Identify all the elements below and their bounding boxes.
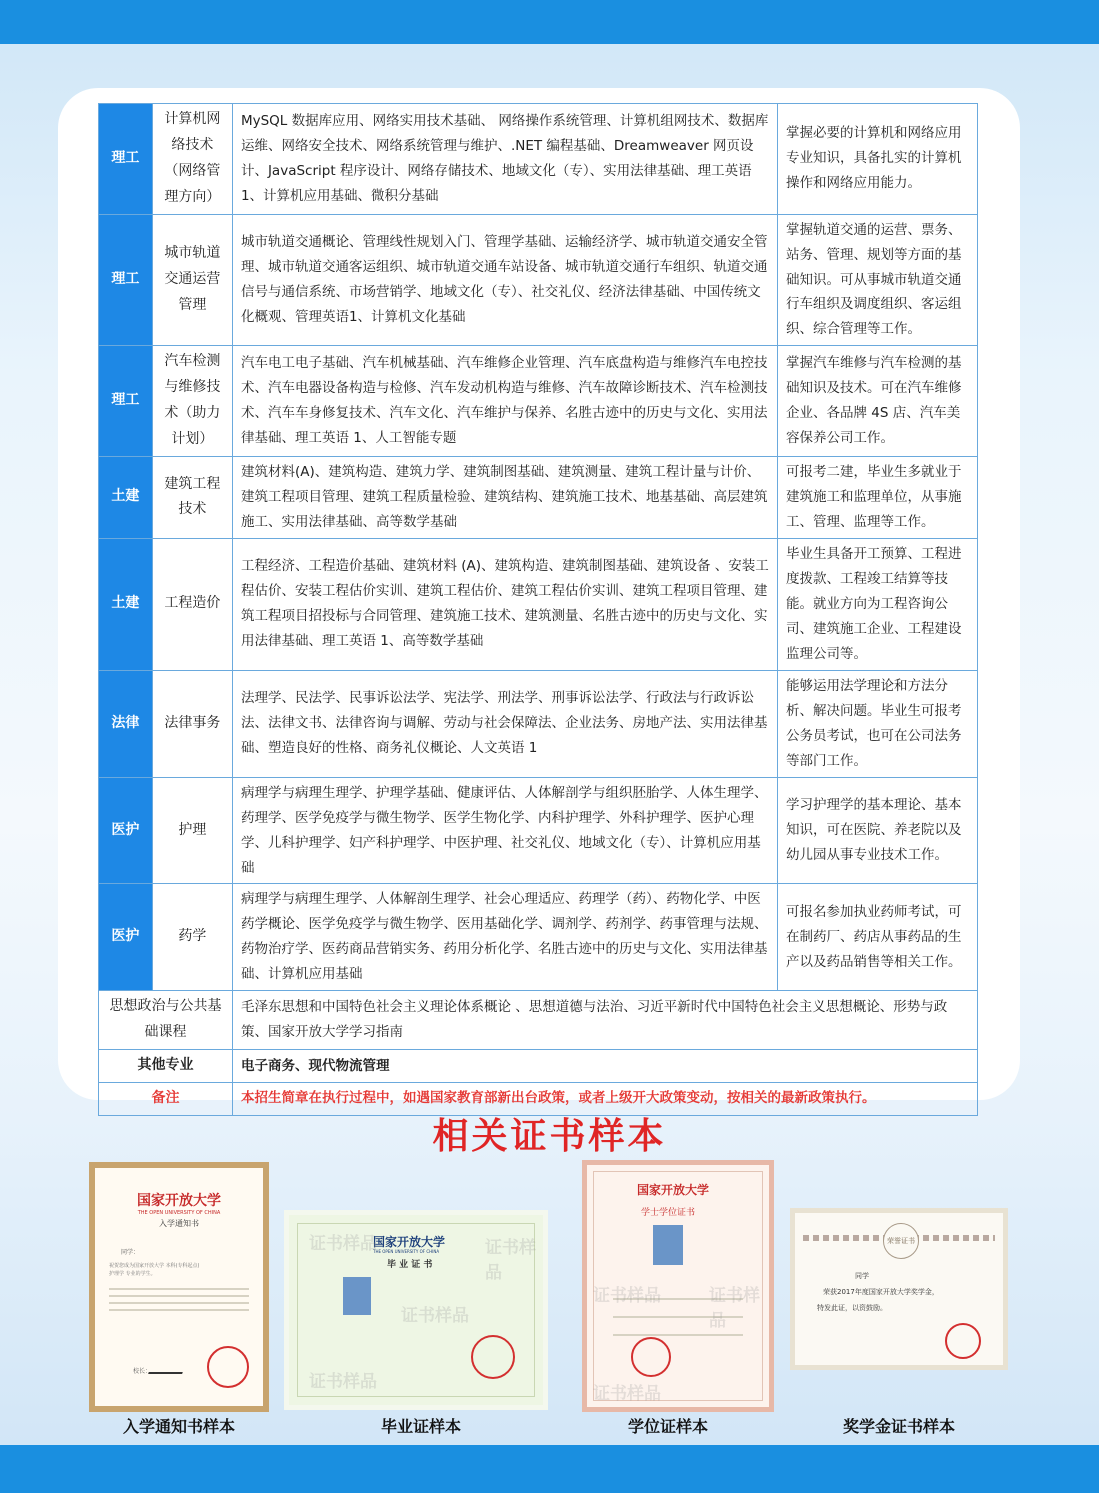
majors-table [98,103,978,1116]
student-photo [343,1277,371,1315]
graduation-doc-title: 毕 业 证 书 [387,1260,433,1270]
scholarship-cert-label: 奖学金证书样本 [842,1417,955,1436]
degree-doc-title: 学士学位证书 [641,1208,696,1218]
admission-body-2: 本科(专科起点) [165,1263,200,1269]
admission-univ-en: THE OPEN UNIVERSITY OF CHINA [137,1210,221,1216]
watermark: 证书样品 [709,1286,760,1331]
watermark: 证书样品 [485,1238,536,1283]
seal-icon [471,1335,515,1379]
watermark: 证书样品 [593,1384,661,1404]
table-row-other [99,1050,978,1083]
courses-cell: 病理学与病理生理学、护理学基础、健康评估、人体解剖学与组织胚胎学、人体生理学、药理学、医学免疫学与微生物学、医学生物化学、内科护理学、外科护理学、医护心理学、儿科护理学、妇产科护理学、中医护理、社交礼仪、地域文化（专）、计算机应用基础 [232,777,777,884]
admission-univ: 国家开放大学 [137,1193,221,1209]
text-line [109,1288,249,1290]
cert-section-title: 相关证书样本 [432,1116,667,1157]
text-line [613,1334,743,1336]
seal-icon [631,1337,671,1377]
graduation-univ-en: THE OPEN UNIVERSITY OF CHINA [373,1249,440,1254]
major-name: 城市轨道交通运营管理 [152,214,232,346]
category-cell: 土建 [99,538,153,670]
category-cell: 医护 [99,777,153,884]
goal-cell: 学习护理学的基本理论、基本知识，可在医院、养老院以及幼儿园从事专业技术工作。 [778,777,978,884]
table-row [99,214,978,346]
category-cell: 法律 [99,670,153,777]
goal-cell: 掌握汽车维修与汽车检测的基础知识及技术。可在汽车维修企业、各品牌 4S 店、汽车美容保养公司工作。 [778,346,978,457]
note-text: 本招生简章在执行过程中，如遇国家教育部新出台政策，或者上级开大政策变动，按相关的最新政策执行。 [232,1083,977,1116]
admission-cert-label: 入学通知书样本 [122,1417,235,1436]
goal-cell: 能够运用法学理论和方法分析、解决问题。毕业生可报考公务员考试，也可在公司法务等部门工作。 [778,670,978,777]
category-cell: 理工 [99,104,153,215]
goal-cell: 毕业生具备开工预算、工程进度拨款、工程竣工结算等技能。就业方向为工程咨询公司、建筑施工企业、工程建设监理公司等。 [778,538,978,670]
politics-text: 毛泽东思想和中国特色社会主义理论体系概论 、思想道德与法治、习近平新时代中国特色社会主义思想概论、形势与政策、国家开放大学学习指南 [232,991,977,1050]
table-row [99,346,978,457]
major-name: 护理 [152,777,232,884]
seal-icon [207,1346,249,1388]
courses-cell: 工程经济、工程造价基础、建筑材料 (A)、建筑构造、建筑制图基础、建筑设备 、安装工程估价、安装工程估价实训、建筑工程估价、建筑工程估价实训、建筑工程项目管理、建筑工程项目招投标与合同管理、建筑施工技术、建筑测量、名胜古迹中的历史与文化、实用法律基础、理工英语 1、高等数学基础 [232,538,777,670]
courses-cell: 病理学与病理生理学、人体解剖生理学、社会心理适应、药理学（药）、药物化学、中医药学概论、医学免疫学与微生物学、医用基础化学、调剂学、药剂学、药事管理与法规、药物治疗学、医药商品营销实务、药用分析化学、名胜古迹中的历史与文化、实用法律基础、计算机应用基础 [232,884,777,991]
student-photo [653,1225,683,1265]
scholarship-greet: 同学 [855,1272,869,1280]
category-cell: 土建 [99,456,153,538]
admission-doc-title: 入学通知书 [159,1219,199,1228]
table-row [99,670,978,777]
scholarship-cert-image [790,1208,1008,1370]
degree-univ: 国家开放大学 [637,1183,710,1197]
table-row [99,456,978,538]
table-row [99,884,978,991]
category-cell: 理工 [99,214,153,346]
table-row [99,104,978,215]
courses-cell: 城市轨道交通概论、管理线性规划入门、管理学基础、运输经济学、城市轨道交通安全管理、城市轨道交通客运组织、城市轨道交通车站设备、城市轨道交通行车组织、轨道交通信号与通信系统、市场营销学、地域文化（专）、社交礼仪、经济法律基础、中国传统文化概观、管理英语1、计算机文化基础 [232,214,777,346]
signature-icon [148,1358,188,1374]
admission-sign-label: 校长： [133,1368,152,1375]
degree-cert-label: 学位证样本 [627,1417,708,1436]
text-line [109,1295,249,1297]
table-row-politics [99,991,978,1050]
table-row [99,538,978,670]
admission-body-1: 祝贺您成为国家开放大学 [109,1263,165,1269]
bottom-banner [0,1445,1099,1493]
other-text: 电子商务、现代物流管理 [232,1050,977,1083]
note-label: 备注 [99,1083,233,1116]
goal-cell: 可报名参加执业药师考试，可在制药厂、药店从事药品的生产以及药品销售等相关工作。 [778,884,978,991]
category-cell: 医护 [99,884,153,991]
admission-body-4: 专业的学生。 [125,1271,156,1277]
graduation-cert-image [284,1210,548,1410]
major-name: 计算机网络技术（网络管理方向） [152,104,232,215]
seal-icon [945,1323,981,1359]
table-row [99,777,978,884]
scholarship-text-1: 荣获2017年度国家开放大学奖学金， [823,1288,939,1296]
text-line [109,1309,249,1311]
courses-cell: 建筑材料(A)、建筑构造、建筑力学、建筑制图基础、建筑测量、建筑工程计量与计价、建筑工程项目管理、建筑工程质量检验、建筑结构、建筑施工技术、地基基础、高层建筑施工、实用法律基础、高等数学基础 [232,456,777,538]
top-banner [0,0,1099,44]
admission-body [109,1262,249,1278]
scholarship-badge: 荣誉证书 [883,1223,919,1259]
other-label: 其他专业 [99,1050,233,1083]
admission-greet: 同学： [121,1249,140,1256]
graduation-univ: 国家开放大学 [373,1235,446,1249]
degree-cert-image [582,1160,774,1412]
goal-cell: 掌握轨道交通的运营、票务、站务、管理、规划等方面的基础知识。可从事城市轨道交通行车组织及调度组织、客运组织、综合管理等工作。 [778,214,978,346]
major-name: 药学 [152,884,232,991]
courses-cell: 汽车电工电子基础、汽车机械基础、汽车维修企业管理、汽车底盘构造与维修汽车电控技术、汽车电器设备构造与检修、汽车发动机构造与维修、汽车故障诊断技术、汽车检测技术、汽车车身修复技术、汽车文化、汽车维护与保养、名胜古迹中的历史与文化、实用法律基础、理工英语 1、人工智能专题 [232,346,777,457]
politics-label: 思想政治与公共基础课程 [99,991,233,1050]
graduation-cert-label: 毕业证样本 [380,1417,461,1436]
major-name: 建筑工程技术 [152,456,232,538]
category-cell: 理工 [99,346,153,457]
watermark: 证书样品 [309,1372,377,1392]
text-line [109,1302,249,1304]
admission-cert-image [89,1162,269,1412]
watermark: 证书样品 [309,1234,377,1254]
major-name: 汽车检测与维修技术（助力计划） [152,346,232,457]
courses-cell: MySQL 数据库应用、网络实用技术基础、 网络操作系统管理、计算机组网技术、数据库运维、网络安全技术、网络系统管理与维护、.NET 编程基础、Dreamweaver 网页设计、JavaScript 程序设计、网络存储技术、地域文化（专）、实用法律基础、理工英语 1、计算机应用基础、微积分基础 [232,104,777,215]
scholarship-text-2: 特发此证，以资鼓励。 [817,1304,887,1312]
watermark: 证书样品 [401,1306,469,1326]
watermark: 证书样品 [593,1286,661,1306]
major-name: 法律事务 [152,670,232,777]
goal-cell: 掌握必要的计算机和网络应用专业知识，具备扎实的计算机操作和网络应用能力。 [778,104,978,215]
goal-cell: 可报考二建，毕业生多就业于建筑施工和监理单位，从事施工、管理、监理等工作。 [778,456,978,538]
major-name: 工程造价 [152,538,232,670]
courses-cell: 法理学、民法学、民事诉讼法学、宪法学、刑法学、刑事诉讼法学、行政法与行政诉讼法、法律文书、法律咨询与调解、劳动与社会保障法、企业法务、房地产法、实用法律基础、塑造良好的性格、商务礼仪概论、人文英语 1 [232,670,777,777]
admission-body-3: 护理学 [109,1271,125,1277]
